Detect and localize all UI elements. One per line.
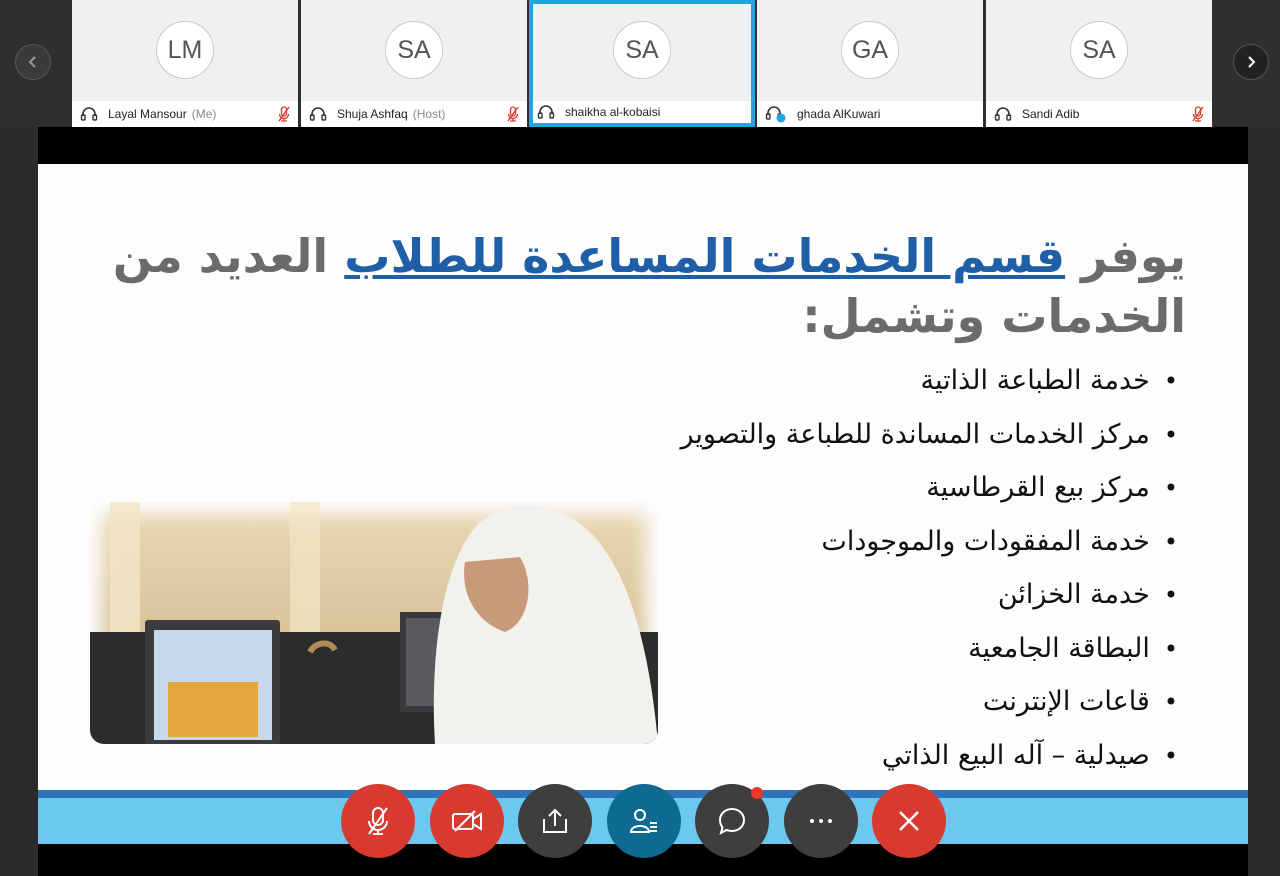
avatar: LM (156, 21, 214, 79)
headset-icon (994, 106, 1012, 122)
share-icon (540, 807, 570, 835)
services-list (681, 354, 1178, 782)
list-item: • صيدلية – آله البيع الذاتي (681, 729, 1178, 783)
participant-role: (Me) (191, 107, 217, 121)
list-item: • مركز بيع القرطاسية (681, 461, 1178, 515)
participant-tile[interactable] (301, 0, 527, 127)
share-screen-button[interactable] (518, 784, 592, 858)
chat-notification-badge (751, 787, 763, 799)
list-item: • البطاقة الجامعية (681, 622, 1178, 676)
presentation-slide (38, 164, 1248, 844)
next-page-button[interactable] (1233, 44, 1269, 80)
mute-microphone-button[interactable] (341, 784, 415, 858)
mic-muted-icon (365, 806, 391, 836)
participant-tile-active[interactable] (529, 0, 755, 127)
slide-title (66, 226, 1186, 346)
participant-tile[interactable] (986, 0, 1212, 127)
participants-button[interactable] (607, 784, 681, 858)
participant-name-bar (301, 101, 527, 127)
mic-muted-icon (507, 106, 519, 125)
participant-name-bar (986, 101, 1212, 127)
chevron-left-icon (27, 55, 39, 69)
avatar: GA (841, 21, 899, 79)
avatar: SA (385, 21, 443, 79)
headset-talking-icon (765, 105, 787, 123)
camera-off-icon (451, 809, 483, 833)
leave-meeting-button[interactable] (872, 784, 946, 858)
participant-name: Sandi Adib (1022, 107, 1080, 121)
participant-strip (0, 0, 1280, 127)
headset-icon (80, 106, 98, 122)
chat-button[interactable] (695, 784, 769, 858)
student-at-computer-photo (90, 502, 658, 744)
user-list-icon (629, 807, 659, 835)
participant-name: shaikha al-kobaisi (565, 105, 661, 119)
previous-page-button[interactable] (15, 44, 51, 80)
list-item: • خدمة الطباعة الذاتية (681, 354, 1178, 408)
participant-role: (Host) (412, 107, 446, 121)
slide-title-link[interactable]: قسم الخدمات المساعدة للطلاب (344, 229, 1066, 283)
list-item: • قاعات الإنترنت (681, 675, 1178, 729)
participant-name: ghada AlKuwari (797, 107, 881, 121)
participant-name: Shuja Ashfaq (337, 107, 408, 121)
avatar: SA (1070, 21, 1128, 79)
close-icon (897, 809, 921, 833)
participant-tile[interactable] (72, 0, 298, 127)
list-item: • خدمة المفقودات والموجودات (681, 515, 1178, 569)
slide-title-suffix: العديد من الخدمات وتشمل: (112, 229, 1186, 343)
participant-tile[interactable] (757, 0, 983, 127)
mic-muted-icon (1192, 106, 1204, 125)
participant-name-bar (72, 101, 298, 127)
slide-frame (38, 127, 1248, 876)
camera-button[interactable] (430, 784, 504, 858)
list-item: • خدمة الخزائن (681, 568, 1178, 622)
participant-name-bar (533, 101, 751, 123)
participant-name-bar (757, 101, 983, 127)
participant-name: Layal Mansour (108, 107, 187, 121)
headset-icon (537, 104, 555, 120)
avatar: SA (613, 21, 671, 79)
ellipsis-icon (808, 818, 834, 824)
list-item: • مركز الخدمات المساندة للطباعة والتصوير (681, 408, 1178, 462)
chevron-right-icon (1245, 55, 1257, 69)
headset-icon (309, 106, 327, 122)
slide-title-prefix: يوفر (1081, 229, 1186, 283)
more-options-button[interactable] (784, 784, 858, 858)
presentation-area (0, 127, 1280, 876)
meeting-toolbar (0, 784, 1280, 858)
mic-muted-icon (278, 106, 290, 125)
chat-bubble-icon (717, 806, 747, 836)
